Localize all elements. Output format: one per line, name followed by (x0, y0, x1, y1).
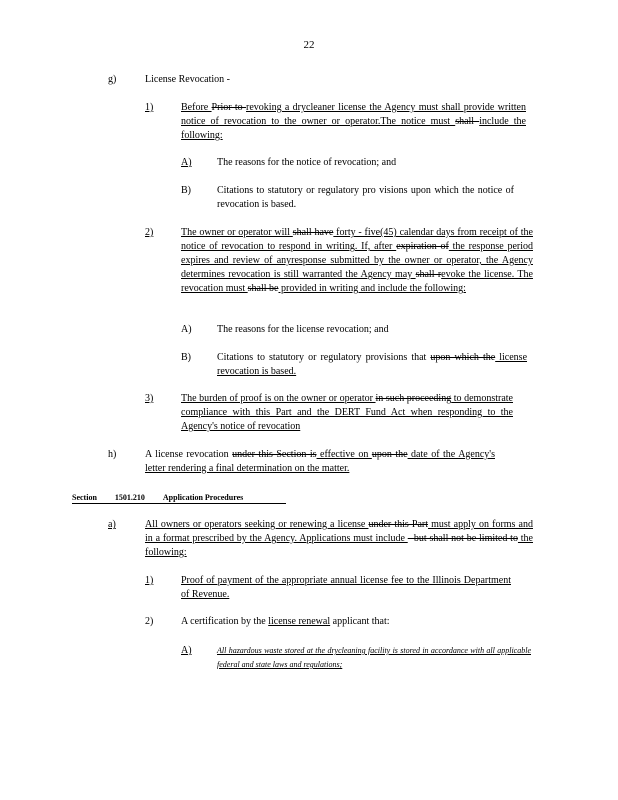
paragraph-g1a: The reasons for the notice of revocation; and (217, 157, 397, 168)
struck-text: - but shall not be limited to (407, 533, 518, 544)
item-label-g1b: B) (181, 185, 191, 196)
paragraph-a (145, 518, 533, 560)
text-run: All owners or operators seeking or renewing a license (145, 519, 369, 530)
text-run: provided in writing and include the following: (278, 283, 466, 294)
paragraph-h (145, 448, 495, 476)
struck-text: expiration of (396, 241, 449, 252)
struck-text: upon the (371, 449, 408, 460)
text-run: must apply on forms and in a format prescribed by the Agency. Applications must include (145, 519, 533, 544)
paragraph-a2a (217, 644, 531, 672)
text-run: All hazardous waste stored at the drycleaning facility is stored in accordance with all applicable federal and state laws and regulations; (217, 646, 531, 669)
item-number-a1: 1) (145, 575, 154, 586)
text-run: revoking a drycleaner license the Agency must shall provide written notice of revocation to the owner or operator.The notice must (181, 102, 526, 127)
text-run: include the following: (181, 116, 526, 141)
item-number-g1: 1) (145, 102, 154, 113)
struck-text: shall r (415, 269, 442, 280)
struck-text: upon which the (430, 352, 496, 363)
page-number: 22 (303, 39, 315, 51)
section-title: Application Procedures (162, 493, 244, 502)
text-run: Proof of payment of the appropriate annual license fee to the Illinois Department of Revenue. (181, 575, 511, 600)
heading-license-revocation: License Revocation - (145, 74, 230, 85)
struck-text: in such proceeding (375, 393, 452, 404)
paragraph-g1 (181, 101, 526, 143)
item-number-a2: 2) (145, 616, 154, 627)
text-run: The owner or operator will (181, 227, 293, 238)
section-number: 1501.210 (114, 493, 145, 502)
struck-text: Prior to (211, 102, 247, 113)
item-number-g3: 3) (145, 393, 154, 404)
struck-text: under this Part (368, 519, 429, 530)
item-label-h: h) (108, 449, 117, 460)
text-run: the following: (145, 533, 533, 558)
text-run: effective on (316, 449, 372, 460)
text-run: applicant that: (330, 616, 390, 627)
text-run: date of the Agency's letter rendering a final determination on the matter. (145, 449, 495, 474)
item-label-g2a: A) (181, 324, 192, 335)
text-run: A certification by the (181, 616, 269, 627)
item-label-g: g) (108, 74, 117, 85)
text-run: license revocation is based. (217, 352, 528, 377)
paragraph-a1 (181, 574, 511, 602)
item-label-g2b: B) (181, 352, 191, 363)
text-run: The burden of proof is on the owner or operator (181, 393, 376, 404)
text-run: license renewal (268, 616, 331, 627)
struck-text: shall have (292, 227, 334, 238)
paragraph-g3 (181, 392, 513, 434)
text-run: A license revocation (145, 449, 233, 460)
text-run: Before (181, 102, 212, 113)
paragraph-g2 (181, 226, 533, 296)
paragraph-g2b (217, 351, 527, 379)
text-run: the response period expires and review of anyresponse submitted by the owner or operator, the Agency determines revocation is still warranted the Agency may (181, 241, 533, 280)
paragraph-g2a: The reasons for the license revocation; and (217, 324, 389, 335)
text-run: Citations to statutory or regulatory provisions that (217, 352, 431, 363)
struck-text: shall (455, 116, 480, 127)
text-run: evoke the license. The revocation must (181, 269, 533, 294)
section-label: Section (72, 493, 97, 502)
struck-text: shall be (247, 283, 279, 294)
paragraph-a2 (181, 615, 521, 629)
item-label-a2a: A) (181, 645, 192, 656)
text-run: to demonstrate compliance with this Part and the DERT Fund Act when responding to the Agency's notice of revocation (181, 393, 513, 432)
struck-text: under this Section is (232, 449, 317, 460)
paragraph-g1b: Citations to statutory or regulatory pro visions upon which the notice of revocation is based. (217, 185, 514, 210)
item-label-a: a) (108, 519, 116, 530)
section-underline (72, 503, 286, 504)
item-number-g2: 2) (145, 227, 154, 238)
text-run: forty - five(45) calendar days from receipt of the notice of revocation to respond in writing. If, after (181, 227, 533, 252)
item-label-g1a: A) (181, 157, 192, 168)
